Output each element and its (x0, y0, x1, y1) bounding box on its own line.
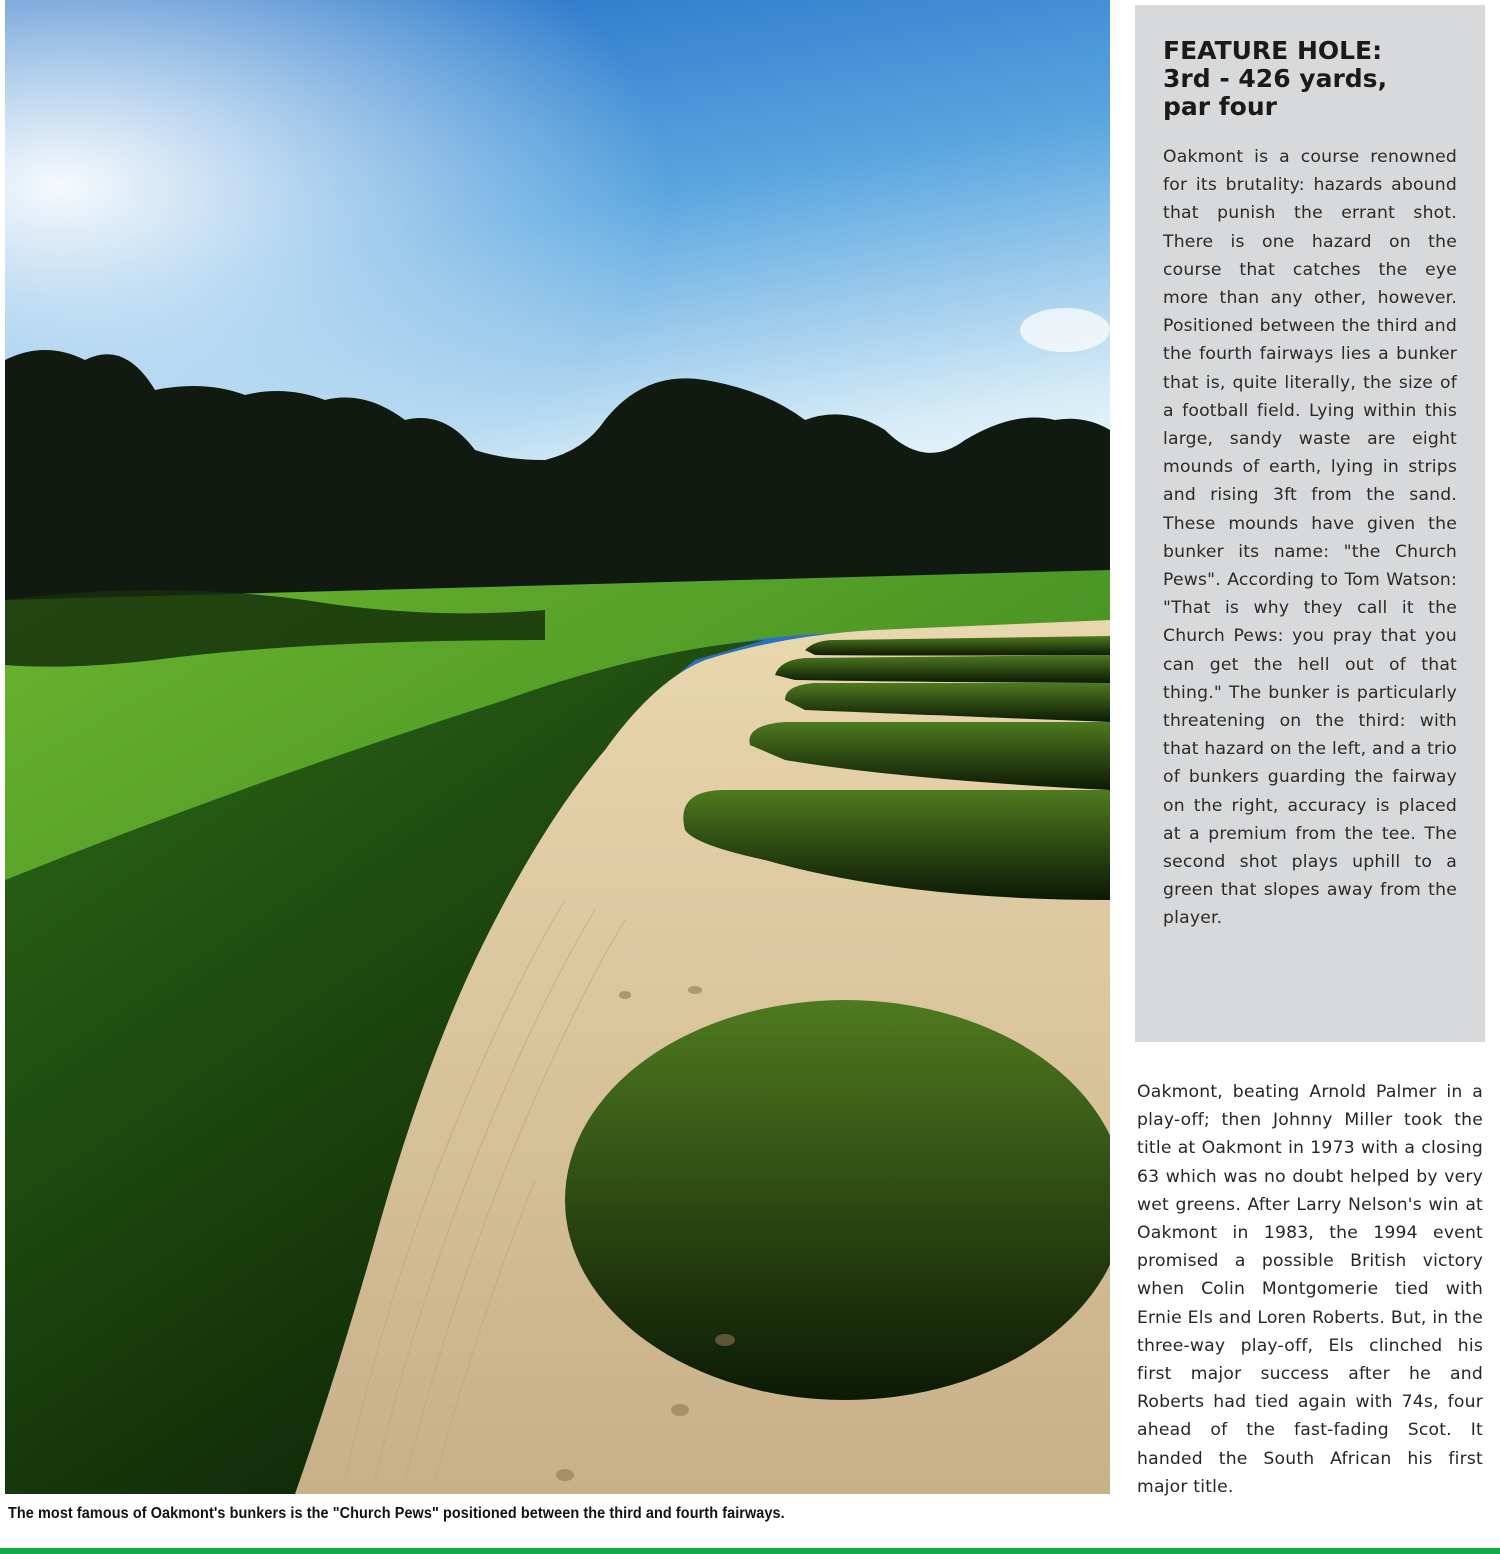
title-line: par four (1163, 92, 1277, 121)
title-line: FEATURE HOLE: (1163, 36, 1383, 65)
photo-caption: The most famous of Oakmont's bunkers is the "Church Pews" positioned between the third and fourth fairways. (8, 1505, 785, 1522)
feature-hole-text: Oakmont is a course renowned for its brutality: hazards abound that punish the errant shot. There is one hazard on the course that catches the eye more than any other, however. Positioned between the third and the fourth fairways lies a bunker that is, quite literally, the size of a football field. Lying within this large, sandy waste are eight mounds of earth, lying in strips and rising 3ft from the sand. These mounds have given the bunker its name: "the Church Pews". According to Tom Watson: "That is why they call it the Church Pews: you pray that you can get the hell out of that thing." The bunker is particularly threatening on the third: with that hazard on the left, and a trio of bunkers guarding the fairway on the right, accuracy is placed at a premium from the tee. The second shot plays uphill to a green that slopes away from the player. (1163, 147, 1457, 929)
golf-course-photo (5, 0, 1110, 1494)
article-body-text: Oakmont, beating Arnold Palmer in a play-off; then Johnny Miller took the title at Oakmont in 1973 with a closing 63 which was no doubt helped by very wet greens. After Larry Nelson's win at Oakmont in 1983, the 1994 event promised a possible British victory when Colin Montgomerie tied with Ernie Els and Loren Roberts. But, in the three-way play-off, Els clinched his first major success after he and Roberts had tied again with 74s, four ahead of the fast-fading Scot. It handed the South African his first major title. (1137, 1082, 1483, 1497)
feature-hole-sidebar (1135, 5, 1485, 1042)
feature-hole-title (1163, 37, 1457, 121)
accent-bar (0, 1548, 1500, 1554)
title-line: 3rd - 426 yards, (1163, 64, 1388, 93)
bunker-illustration (5, 0, 1110, 1494)
